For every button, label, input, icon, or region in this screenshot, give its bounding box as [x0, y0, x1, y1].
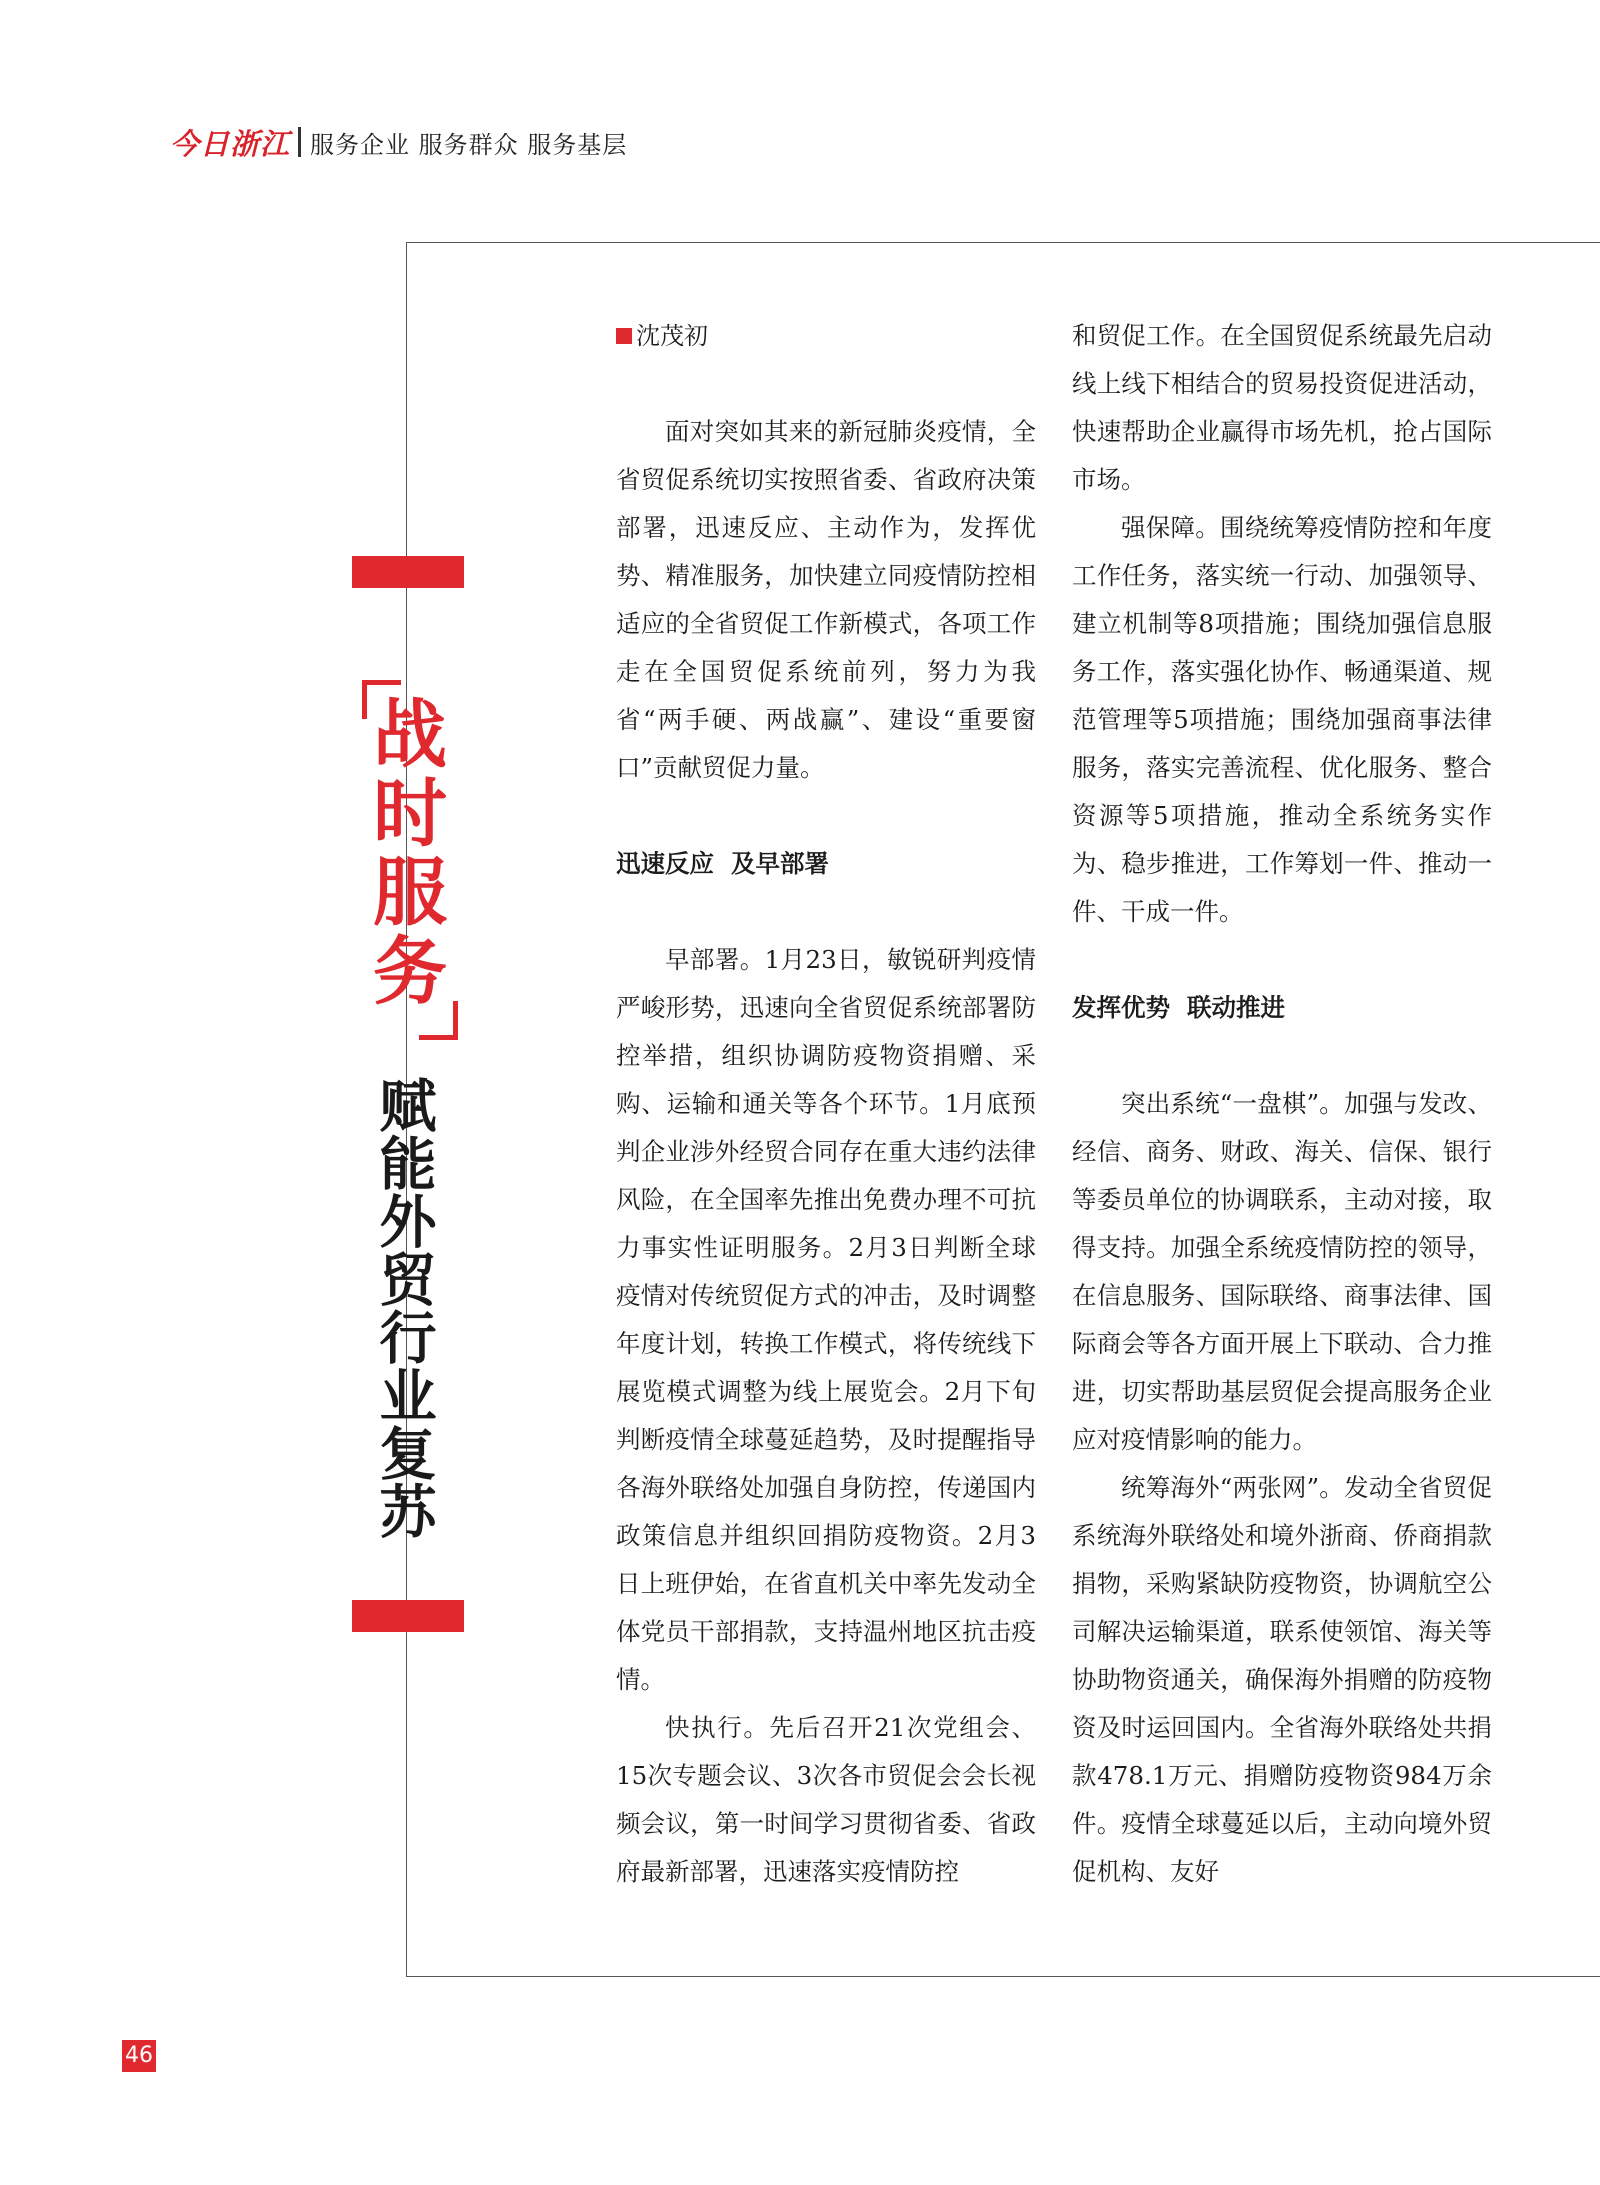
title-bracket-close [419, 1001, 458, 1040]
red-accent-bar-top [352, 556, 464, 588]
author-line [616, 312, 1036, 360]
right-column [1072, 312, 1492, 1896]
red-accent-bar-bottom [352, 1600, 464, 1632]
paragraph-continued: 和贸促工作。在全国贸促系统最先启动线上线下相结合的贸易投资促进活动，快速帮助企业赢得市场先机，抢占国际市场。 [1072, 321, 1492, 494]
paragraph-one-board: 突出系统“一盘棋”。加强与发改、经信、商务、财政、海关、信保、银行等委员单位的协调联系，主动对接，取得支持。加强全系统疫情防控的领导，在信息服务、国际联络、商事法律、国际商会等各方面开展上下联动、合力推进，切实帮助基层贸促会提高服务企业应对疫情影响的能力。 [1072, 1089, 1492, 1454]
article-title: 战 时 服 务 [373, 692, 447, 1015]
paragraph-two-networks: 统筹海外“两张网”。发动全省贸促系统海外联络处和境外浙商、侨商捐款捐物，采购紧缺防疫物资，协调航空公司解决运输渠道，联系使领馆、海关等协助物资通关，确保海外捐赠的防疫物资及时运回国内。全省海外联络处共捐款478.1万元、捐赠防疫物资984万余件。疫情全球蔓延以后，主动向境外贸促机构、友好 [1072, 1473, 1492, 1886]
page-header [170, 122, 627, 162]
author-name: 沈茂初 [636, 322, 708, 350]
paragraph-early-deploy: 早部署。1月23日，敏锐研判疫情严峻形势，迅速向全省贸促系统部署防控举措，组织协调防疫物资捐赠、采购、运输和通关等各个环节。1月底预判企业涉外经贸合同存在重大违约法律风险，在全国率先推出免费办理不可抗力事实性证明服务。2月3日判断全球疫情对传统贸促方式的冲击，及时调整年度计划，转换工作模式，将传统线下展览模式调整为线上展览会。2月下旬判断疫情全球蔓延趋势，及时提醒指导各海外联络处加强自身防控，传递国内政策信息并组织回捐防疫物资。2月3日上班伊始，在省直机关中率先发动全体党员干部捐款，支持温州地区抗击疫情。 [616, 945, 1036, 1694]
header-divider [298, 127, 301, 157]
section-title-1: 迅速反应 及早部署 [616, 849, 830, 878]
paragraph-strong-guarantee: 强保障。围绕统筹疫情防控和年度工作任务，落实统一行动、加强领导、建立机制等8项措施；围绕加强信息服务工作，落实强化协作、畅通渠道、规范管理等5项措施；围绕加强商事法律服务，落实完善流程、优化服务、整合资源等5项措施，推动全系统务实作为、稳步推进，工作筹划一件、推动一件、干成一件。 [1072, 513, 1492, 926]
section-title-2: 发挥优势 联动推进 [1072, 993, 1286, 1022]
page-number: 46 [122, 2040, 156, 2072]
left-column [616, 312, 1036, 1896]
article-subtitle: 赋 能 外 贸 行 业 复 苏 [379, 1073, 437, 1546]
header-slogan: 服务企业 服务群众 服务基层 [310, 130, 628, 159]
magazine-logo: 今日浙江 [170, 126, 291, 161]
author-marker-icon [616, 328, 632, 344]
paragraph-fast-execute: 快执行。先后召开21次党组会、15次专题会议、3次各市贸促会会长视频会议，第一时间学习贯彻省委、省政府最新部署，迅速落实疫情防控 [616, 1713, 1036, 1886]
intro-paragraph: 面对突如其来的新冠肺炎疫情，全省贸促系统切实按照省委、省政府决策部署，迅速反应、主动作为，发挥优势、精准服务，加快建立同疫情防控相适应的全省贸促工作新模式，各项工作走在全国贸促系统前列，努力为我省“两手硬、两战赢”、建设“重要窗口”贡献贸促力量。 [616, 417, 1036, 782]
article-title-box [360, 680, 458, 1040]
